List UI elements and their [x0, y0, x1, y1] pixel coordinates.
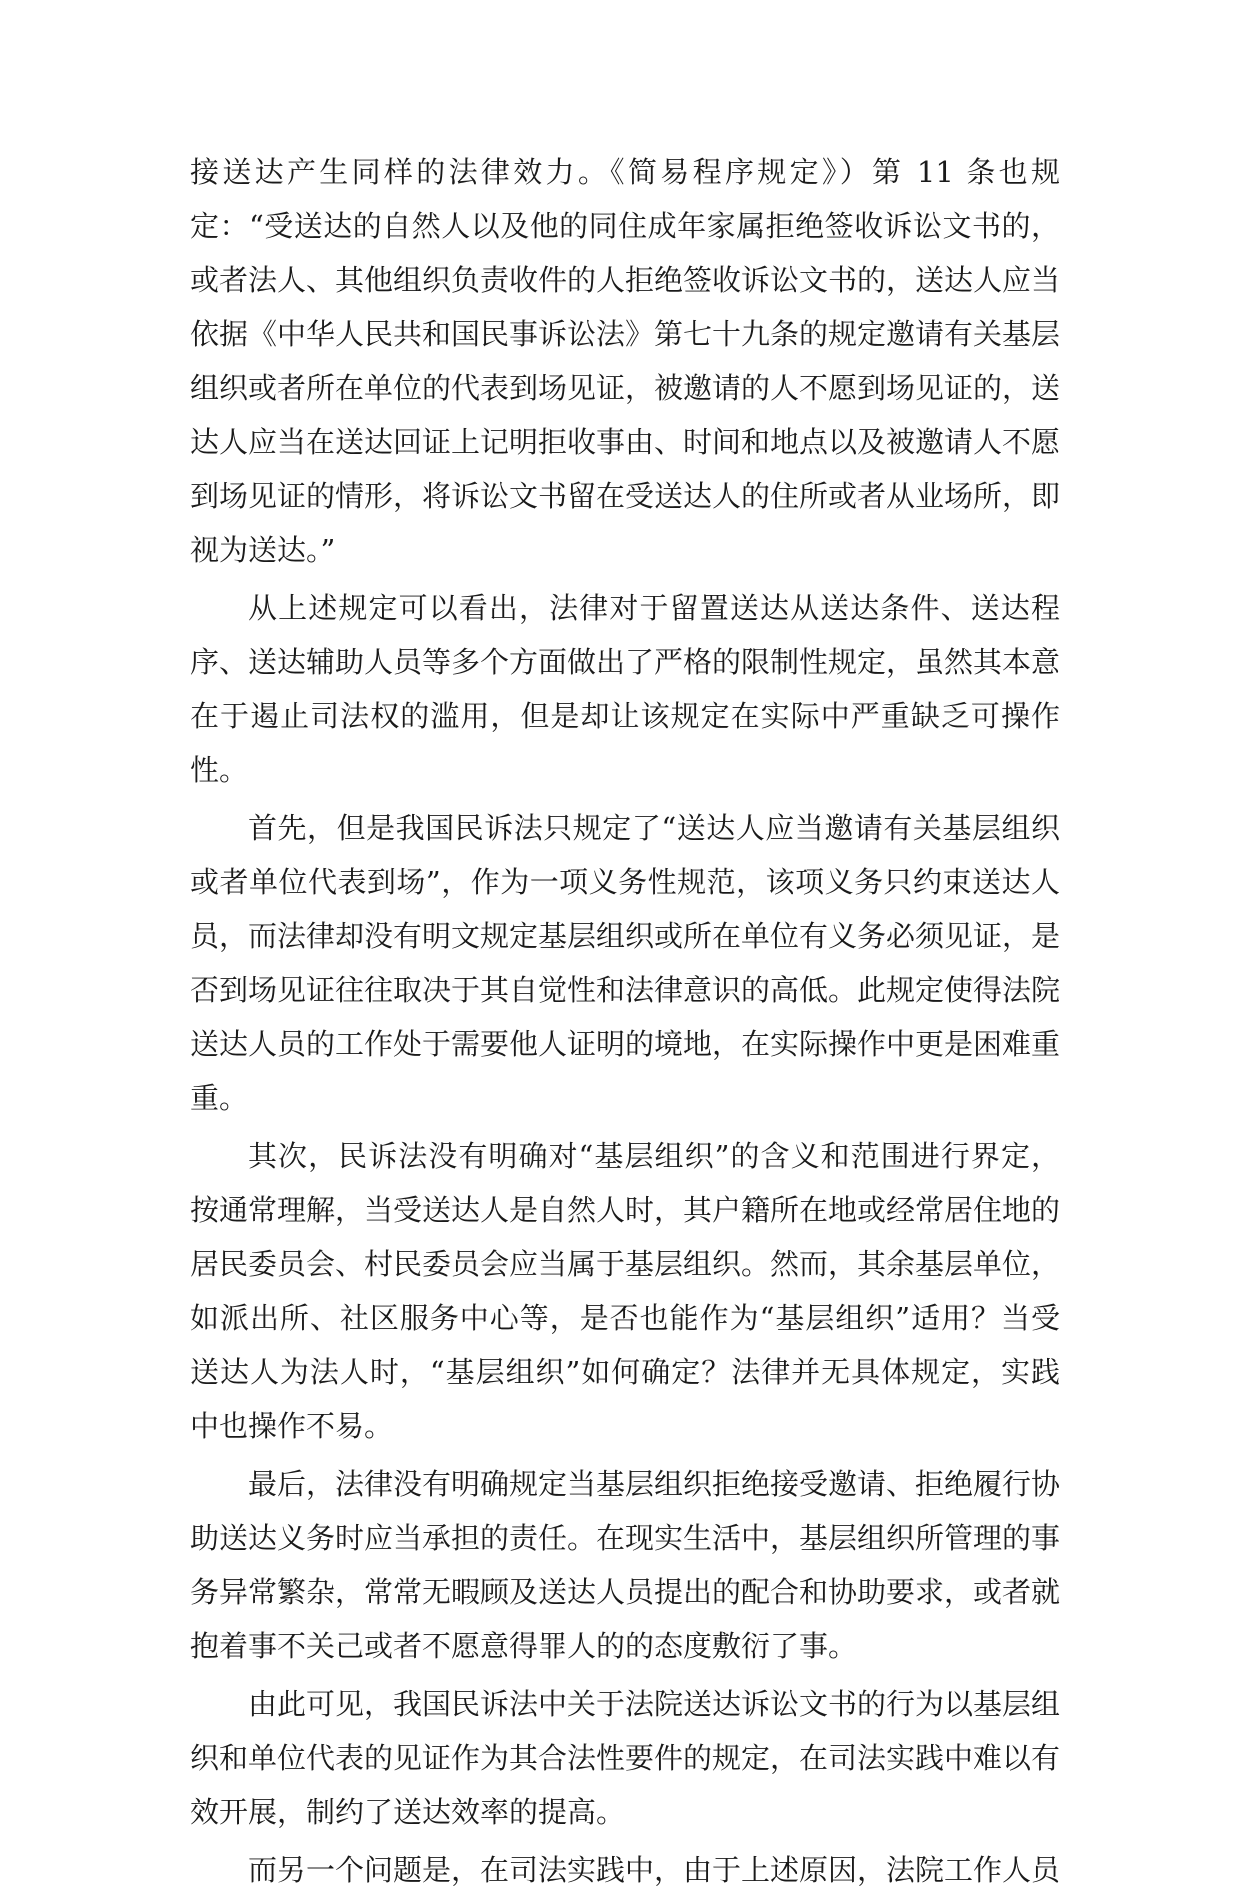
paragraph-analysis: 从上述规定可以看出，法律对于留置送达从送达条件、送达程序、送达辅助人员等多个方面做出了严格的限制性规定，虽然其本意在于遏止司法权的滥用，但是却让该规定在实际中严重缺乏可操作性。	[190, 591, 1061, 787]
paragraph-continued: 接送达产生同样的法律效力。《简易程序规定》）第 11 条也规定：“受送达的自然人以及他的同住成年家属拒绝签收诉讼文书的，或者法人、其他组织负责收件的人拒绝签收诉讼文书的，送达人应当依据《中华人民共和国民事诉讼法》第七十九条的规定邀请有关基层组织或者所在单位的代表到场见证，被邀请的人不愿到场见证的，送达人应当在送达回证上记明拒收事由、时间和地点以及被邀请人不愿到场见证的情形，将诉讼文书留在受送达人的住所或者从业场所，即视为送达。”	[190, 155, 1061, 567]
paragraph-second-point: 其次，民诉法没有明确对“基层组织”的含义和范围进行界定，按通常理解，当受送达人是自然人时，其户籍所在地或经常居住地的居民委员会、村民委员会应当属于基层组织。然而，其余基层单位，如派出所、社区服务中心等，是否也能作为“基层组织”适用？当受送达人为法人时，“基层组织”如何确定？法律并无具体规定，实践中也操作不易。	[190, 1139, 1061, 1443]
body-text	[190, 145, 1060, 1901]
paragraph-last-point: 最后，法律没有明确规定当基层组织拒绝接受邀请、拒绝履行协助送达义务时应当承担的责任。在现实生活中，基层组织所管理的事务异常繁杂，常常无暇顾及送达人员提出的配合和协助要求，或者就抱着事不关己或者不愿意得罪人的的态度敷衍了事。	[190, 1467, 1061, 1663]
paragraph-first-point: 首先，但是我国民诉法只规定了“送达人应当邀请有关基层组织或者单位代表到场”，作为一项义务性规范，该项义务只约束送达人员，而法律却没有明文规定基层组织或所在单位有义务必须见证，是否到场见证往往取决于其自觉性和法律意识的高低。此规定使得法院送达人员的工作处于需要他人证明的境地，在实际操作中更是困难重重。	[190, 811, 1061, 1115]
paragraph-another-issue: 而另一个问题是，在司法实践中，由于上述原因，法院工作人员	[248, 1853, 1061, 1887]
paragraph-conclusion: 由此可见，我国民诉法中关于法院送达诉讼文书的行为以基层组织和单位代表的见证作为其合法性要件的规定，在司法实践中难以有效开展，制约了送达效率的提高。	[190, 1687, 1061, 1829]
